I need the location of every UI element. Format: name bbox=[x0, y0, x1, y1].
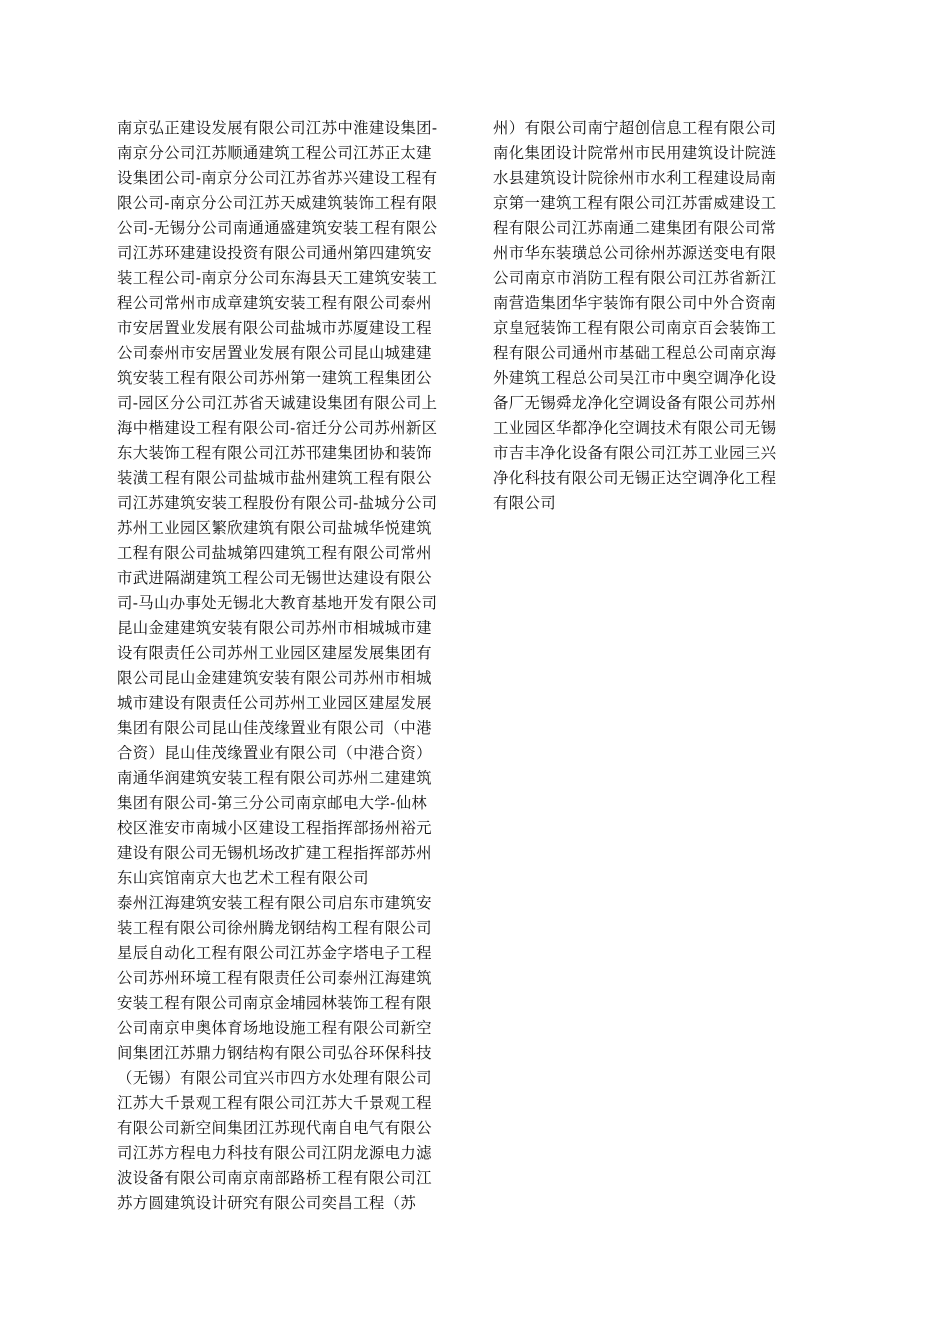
text-line: 市安居置业发展有限公司盐城市苏厦建设工程 bbox=[117, 319, 432, 337]
text-line: 安装工程有限公司南京金埔园林装饰工程有限 bbox=[117, 994, 432, 1012]
text-line: 集团有限公司-第三分公司南京邮电大学-仙林 bbox=[117, 794, 428, 812]
text-line: 南京弘正建设发展有限公司江苏中淮建设集团- bbox=[117, 119, 438, 137]
text-line: 南通华润建筑安装工程有限公司苏州二建建筑 bbox=[117, 769, 432, 787]
text-line: 限公司-南京分公司江苏天威建筑装饰工程有限 bbox=[117, 194, 438, 212]
text-line: 公司南京市消防工程有限公司江苏省新江 bbox=[493, 269, 777, 287]
text-line: 司江苏建筑安装工程股份有限公司-盐城分公司 bbox=[117, 494, 438, 512]
text-line: 波设备有限公司南京南部路桥工程有限公司江 bbox=[117, 1169, 432, 1187]
text-line: 苏州工业园区繁欣建筑有限公司盐城华悦建筑 bbox=[117, 519, 432, 537]
text-line: 城市建设有限责任公司苏州工业园区建屋发展 bbox=[117, 694, 432, 712]
text-line: 公司南京申奥体育场地设施工程有限公司新空 bbox=[117, 1019, 432, 1037]
text-line: 公司泰州市安居置业发展有限公司昆山城建建 bbox=[117, 344, 432, 362]
right-text-column bbox=[493, 116, 793, 516]
text-line: 南京分公司江苏顺通建筑工程公司江苏正太建 bbox=[117, 144, 432, 162]
text-line: 司-园区分公司江苏省天诚建设集团有限公司上 bbox=[117, 394, 438, 412]
text-line: 公司苏州环境工程有限责任公司泰州江海建筑 bbox=[117, 969, 432, 987]
text-line: 程公司常州市成章建筑安装工程有限公司泰州 bbox=[117, 294, 432, 312]
text-line: 校区淮安市南城小区建设工程指挥部扬州裕元 bbox=[117, 819, 432, 837]
text-line: 限公司昆山金建建筑安装有限公司苏州市相城 bbox=[117, 669, 432, 687]
text-line: 装工程公司-南京分公司东海县天工建筑安装工 bbox=[117, 269, 438, 287]
text-line: 装潢工程有限公司盐城市盐州建筑工程有限公 bbox=[117, 469, 432, 487]
text-line: 水县建筑设计院徐州市水利工程建设局南 bbox=[493, 169, 777, 187]
text-line: 有限公司 bbox=[493, 494, 556, 512]
text-line: （无锡）有限公司宜兴市四方水处理有限公司 bbox=[117, 1069, 432, 1087]
text-line: 京皇冠装饰工程有限公司南京百会装饰工 bbox=[493, 319, 777, 337]
text-line: 南营造集团华宇装饰有限公司中外合资南 bbox=[493, 294, 777, 312]
text-line: 集团有限公司昆山佳茂缘置业有限公司（中港 bbox=[117, 719, 432, 737]
text-line: 司江苏环建建设投资有限公司通州第四建筑安 bbox=[117, 244, 432, 262]
text-line: 设有限责任公司苏州工业园区建屋发展集团有 bbox=[117, 644, 432, 662]
text-line: 司江苏方程电力科技有限公司江阴龙源电力滤 bbox=[117, 1144, 432, 1162]
text-line: 苏方圆建筑设计研究有限公司奕昌工程（苏 bbox=[117, 1194, 417, 1212]
text-line: 江苏大千景观工程有限公司江苏大千景观工程 bbox=[117, 1094, 432, 1112]
text-line: 合资）昆山佳茂缘置业有限公司（中港合资） bbox=[117, 744, 432, 762]
text-line: 工程有限公司盐城第四建筑工程有限公司常州 bbox=[117, 544, 432, 562]
text-line: 司-马山办事处无锡北大教育基地开发有限公司 bbox=[117, 594, 438, 612]
text-line: 外建筑工程总公司吴江市中奥空调净化设 bbox=[493, 369, 777, 387]
text-line: 昆山金建建筑安装有限公司苏州市相城城市建 bbox=[117, 619, 432, 637]
left-text-column bbox=[117, 116, 447, 1216]
text-line: 工业园区华都净化空调技术有限公司无锡 bbox=[493, 419, 777, 437]
text-line: 州市华东装璜总公司徐州苏源送变电有限 bbox=[493, 244, 777, 262]
text-line: 泰州江海建筑安装工程有限公司启东市建筑安 bbox=[117, 894, 432, 912]
text-line: 星辰自动化工程有限公司江苏金字塔电子工程 bbox=[117, 944, 432, 962]
text-line: 有限公司新空间集团江苏现代南自电气有限公 bbox=[117, 1119, 432, 1137]
text-line: 设集团公司-南京分公司江苏省苏兴建设工程有 bbox=[117, 169, 438, 187]
text-line: 市吉丰净化设备有限公司江苏工业园三兴 bbox=[493, 444, 777, 462]
text-line: 筑安装工程有限公司苏州第一建筑工程集团公 bbox=[117, 369, 432, 387]
text-line: 京第一建筑工程有限公司江苏雷威建设工 bbox=[493, 194, 777, 212]
text-line: 市武进隔湖建筑工程公司无锡世达建设有限公 bbox=[117, 569, 432, 587]
text-line: 东山宾馆南京大也艺术工程有限公司 bbox=[117, 869, 369, 887]
text-line: 程有限公司江苏南通二建集团有限公司常 bbox=[493, 219, 777, 237]
text-line: 公司-无锡分公司南通通盛建筑安装工程有限公 bbox=[117, 219, 438, 237]
text-line: 装工程有限公司徐州腾龙钢结构工程有限公司 bbox=[117, 919, 432, 937]
text-line: 东大装饰工程有限公司江苏邗建集团协和装饰 bbox=[117, 444, 432, 462]
text-line: 净化科技有限公司无锡正达空调净化工程 bbox=[493, 469, 777, 487]
text-line: 南化集团设计院常州市民用建筑设计院涟 bbox=[493, 144, 777, 162]
text-line: 程有限公司通州市基础工程总公司南京海 bbox=[493, 344, 777, 362]
text-line: 间集团江苏鼎力钢结构有限公司弘谷环保科技 bbox=[117, 1044, 432, 1062]
text-line: 备厂无锡舜龙净化空调设备有限公司苏州 bbox=[493, 394, 777, 412]
text-line: 州）有限公司南宁超创信息工程有限公司 bbox=[493, 119, 777, 137]
text-line: 建设有限公司无锡机场改扩建工程指挥部苏州 bbox=[117, 844, 432, 862]
text-line: 海中楷建设工程有限公司-宿迁分公司苏州新区 bbox=[117, 419, 438, 437]
